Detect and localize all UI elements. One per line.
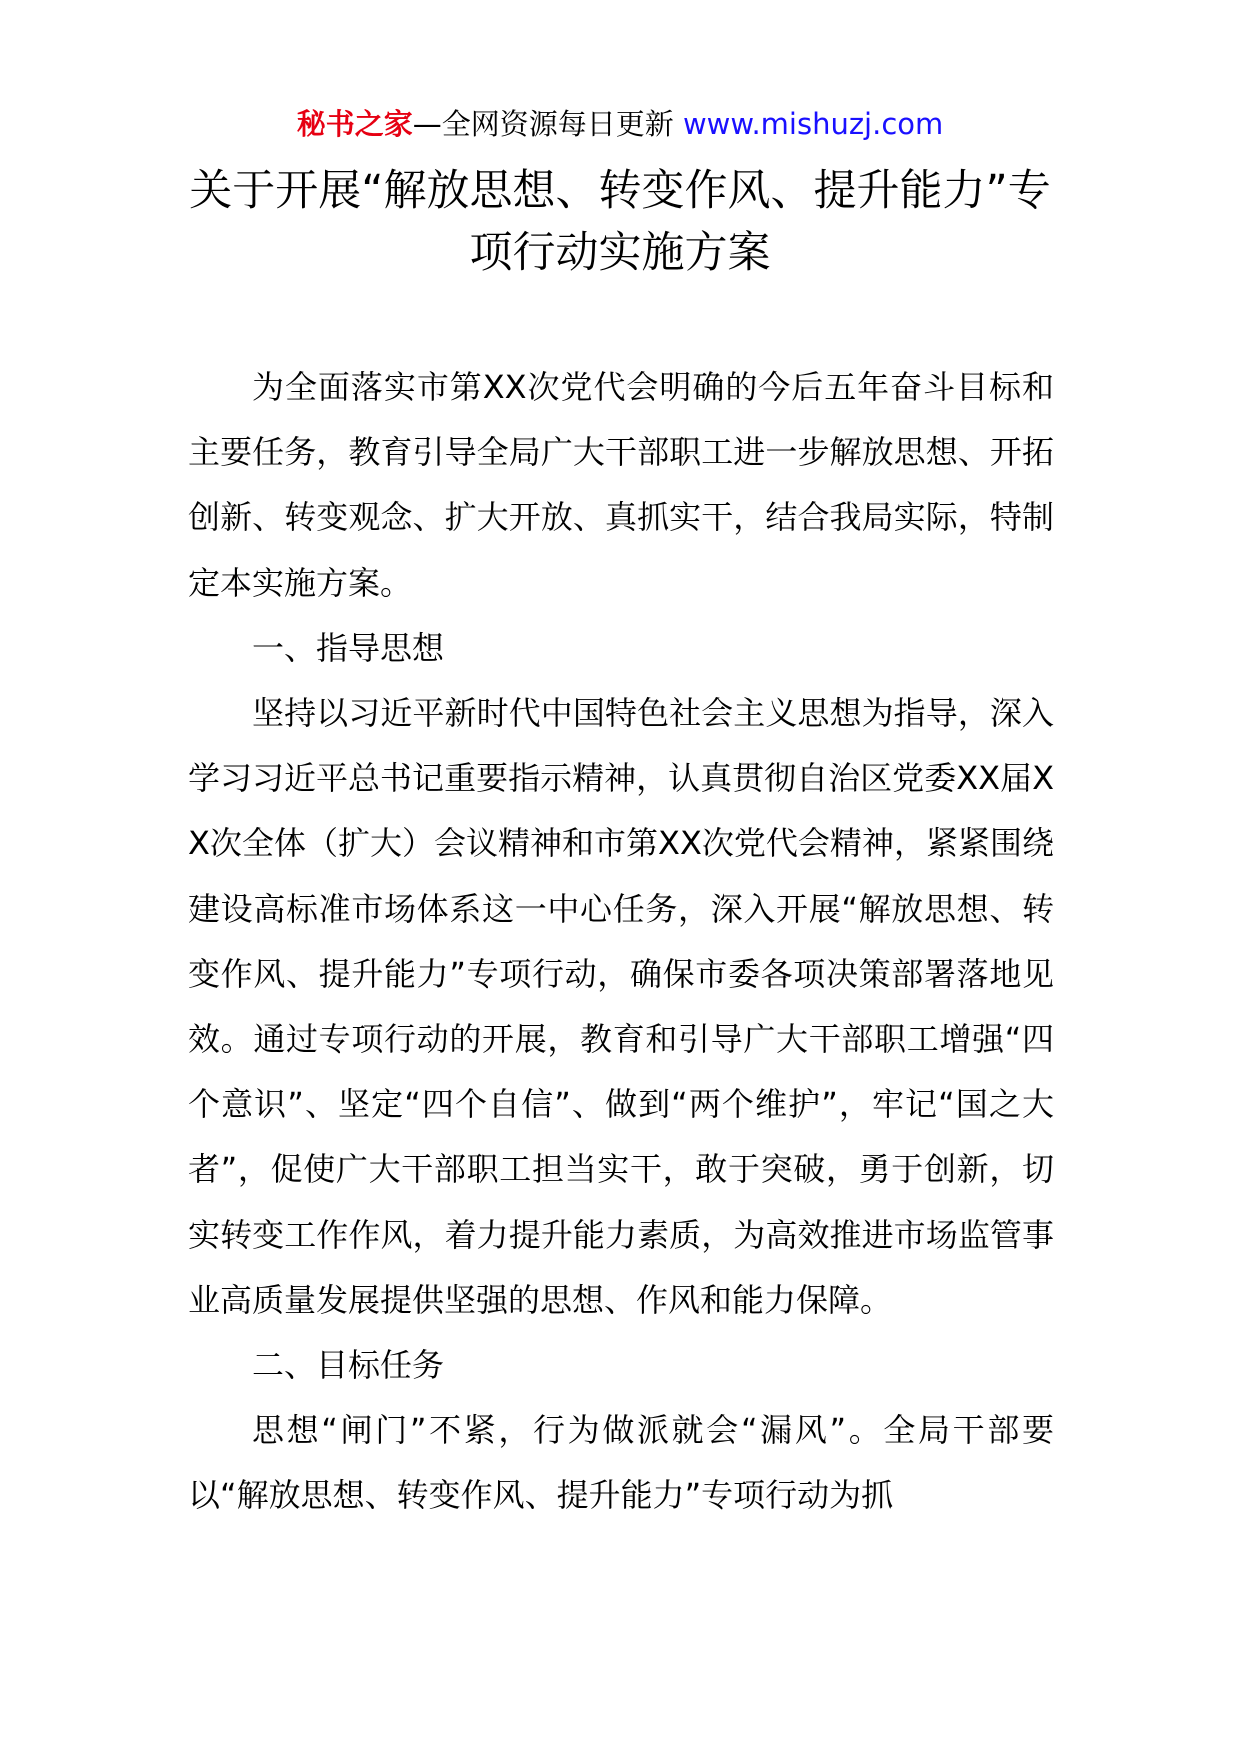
goals-tasks-paragraph: 思想“闸门”不紧，行为做派就会“漏风”。全局干部要以“解放思想、转变作风、提升能力”专项行动为抓 <box>188 1411 1054 1515</box>
guiding-ideology-paragraph: 坚持以习近平新时代中国特色社会主义思想为指导，深入学习习近平总书记重要指示精神，认真贯彻自治区党委XX届XX次全体（扩大）会议精神和市第XX次党代会精神，紧紧围绕建设高标准市场体系这一中心任务，深入开展“解放思想、转变作风、提升能力”专项行动，确保市委各项决策部署落地见效。通过专项行动的开展，教育和引导广大干部职工增强“四个意识”、坚定“四个自信”、做到“两个维护”，牢记“国之大者”，促使广大干部职工担当实干，敢于突破，勇于创新，切实转变工作作风，着力提升能力素质，为高效推进市场监管事业高质量发展提供坚强的思想、作风和能力保障。 <box>188 694 1054 1319</box>
document-title: 关于开展“解放思想、转变作风、提升能力”专项行动实施方案 <box>189 166 1051 278</box>
site-header <box>0 104 1240 144</box>
site-tagline: —全网资源每日更新 <box>412 107 683 141</box>
document-body <box>188 355 1054 1529</box>
site-url-link[interactable]: www.mishuzj.com <box>682 107 944 141</box>
intro-paragraph: 为全面落实市第XX次党代会明确的今后五年奋斗目标和主要任务，教育引导全局广大干部职工进一步解放思想、开拓创新、转变观念、扩大开放、真抓实干，结合我局实际，特制定本实施方案。 <box>188 368 1054 602</box>
site-brand: 秘书之家 <box>296 107 413 141</box>
section-heading-goals-tasks: 二、目标任务 <box>252 1346 445 1385</box>
section-heading-guiding-ideology: 一、指导思想 <box>252 628 445 667</box>
